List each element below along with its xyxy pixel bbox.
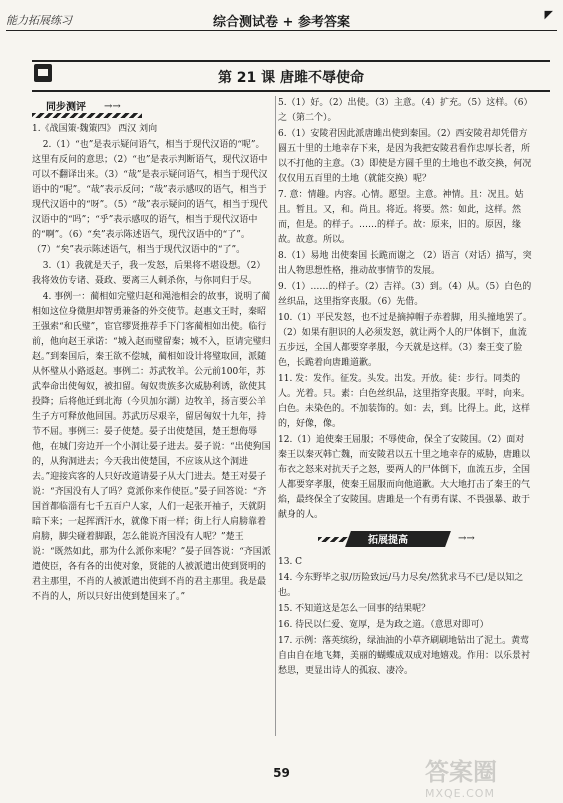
answer-item: 6.（1）安陵君因此派唐雎出使到秦国。（2）西安陵君却凭借方圆五十里的土地幸存下来，是因为我把安陵君看作忠厚长者，所以不打他的主意。（3）即使是方圆千里的土地也不敢交换，何况仅仅用五百里的土地（就能交换）呢？ (278, 129, 532, 184)
watermark-text: 答案圈 (425, 758, 497, 786)
lesson-title: 第 21 课 唐雎不辱使命 (217, 70, 365, 86)
answer-item: 17. 示例：落英缤纷，绿油油的小草齐刷刷地钻出了泥土。黄莺自由自在地飞舞，美丽的蝴蝶成双成对地嬉戏。作用：以乐景衬愁思，更显出诗人的孤寂、凄冷。 (278, 636, 531, 676)
section-extend-label: 拓展提高 (368, 535, 408, 546)
answer-item: 12.（1）追使秦王屈服；不辱使命，保全了安陵国。（2）面对秦王以秦灭韩亡魏，而安陵君以五十里之地幸存的威胁，唐雎以布衣之怒来对抗天子之怒，要两人的尸体倒下，血流五步，全国人都要穿孝服，使秦王屈服而向他道歉。大大地打击了秦王的气焰，最终保全了安陵国。唐雎是一个有勇有谋、不畏强暴、敢于献身的人。 (278, 435, 531, 520)
answer-item: 13. C (278, 557, 303, 567)
corner-arrow-icon: ◤ (544, 8, 553, 21)
right-column (278, 96, 533, 680)
answer-item: 4. 事例一：蔺相如完璧归赵和渑池相会的故事，说明了蔺相如这位身微胆却智勇兼备的外交使节。赵惠文王时，秦昭王强索“和氏璧”，宦官缪贤推荐手下门客蔺相如出使。临行前，他向赵王承诺：“城入赵而璧留秦；城不入，臣请完璧归赵。”到秦国后，秦王欲不偿城，蔺相如设计将璧取回，派随从怀璧从小路返赵。事例二：苏武牧羊。公元前100年，苏武奉命出使匈奴，被扣留。匈奴贵族多次威胁利诱，欲使其投降；后将他迁到北海（今贝加尔湖）边牧羊，扬言要公羊生子方可释放他回国。苏武历尽艰辛，留居匈奴十九年，持节不屈。事例三：晏子使楚。晏子出使楚国，楚王想侮辱他，在城门旁边开一个小洞让晏子进去。晏子说：“出使狗国的，从狗洞进去；今天我出使楚国，不应该从这个洞进去。”迎接宾客的人只好改道请晏子从大门进去。楚王对晏子说：“齐国没有人了吗？竟派你来作使臣。”晏子回答说：“齐国首都临淄有七千五百户人家，人们一起张开袖子，天就阴暗下来；一起挥洒汗水，就像下雨一样；街上行人肩膀靠着肩膀，脚尖碰着脚跟，怎么能说齐国没有人呢？”楚王说：“既然如此，那为什么派你来呢？”晏子回答说：“齐国派遣使臣，各有各的出使对象，贤能的人被派遣出使到贤明的君主那里，不肖的人被派遣出使到不肖的君主那里。我是最不肖的人，所以只好出使到楚国来了。” (32, 292, 271, 602)
page-header (0, 0, 563, 40)
column-divider (275, 96, 276, 736)
answer-item: 7. 意：情趣。内容。心情。愿望。主意。神情。且：况且。姑且。暂且。又，和。尚且。将近。将要。然：如此，这样。然而，但是。的样子。……的样子。故：原来，旧的。原因，缘故。故意。所以。 (278, 190, 524, 245)
page-number: 59 (273, 766, 290, 780)
left-column (32, 96, 272, 606)
answer-item: 10.（1）平民发怒，也不过是摘掉帽子赤着脚，用头撞地罢了。（2）如果有胆识的人必须发怒，就让两个人的尸体倒下，血流五步远，全国人都要穿孝服，今天就是这样。（3）秦王变了脸色，长跪着向唐雎道歉。 (278, 313, 533, 368)
arrow-icon: →→ (104, 101, 121, 112)
section-sync-label: 同步测评 (46, 102, 86, 113)
arrow-icon: →→ (458, 533, 475, 544)
lesson-title-bar (32, 60, 550, 92)
book-icon (34, 64, 52, 82)
answer-item: 9.（1）……的样子。（2）吉祥。（3）到。（4）从。（5）白色的丝织品，这里指穿丧服。（6）先借。 (278, 282, 532, 307)
answer-item: 15. 不知道这是怎么一回事的结果呢？ (278, 604, 431, 614)
answer-item: 16. 待民以仁爱、宽厚，是为政之道。（意思对即可） (278, 620, 489, 630)
answer-item: 1.《战国策·魏策四》 西汉 刘向 (32, 124, 158, 134)
watermark-url: MXQE.COM (425, 787, 495, 800)
answer-item: 2.（1）“也”是表示疑问语气，相当于现代汉语的“呢”。这里有反问的意思；（2）“也”是表示判断语气，现代汉语中可以不翻译出来。（3）“哉”是表示疑问语气，相当于现代汉语中的“呢”。“哉”表示反问；“哉”表示感叹的语气，相当于现代汉语中的“呀”。（5）“哉”表示疑问的语气，相当于现代汉语中的“吗”；“乎”表示感叹的语气，相当于现代汉语中的“啊”。（6）“矣”表示陈述语气，现代汉语中的“了”。（7）“矣”表示陈述语气，相当于现代汉语中的“了”。 (32, 140, 268, 255)
answer-item: 14. 今东野毕之驭/历险致远/马力尽矣/然犹求马不已/是以知之也。 (278, 573, 524, 598)
header-center-title: 综合测试卷 + 参考答案 (213, 15, 350, 30)
section-sync-heading (32, 98, 272, 118)
stripe-decoration (318, 537, 348, 542)
header-left-title: 能力拓展练习 (6, 14, 72, 27)
header-rule (6, 30, 557, 31)
answer-item: 11. 发：发作。征发。头发。出发。开放。徒：步行。同类的人。光着。只。素：白色丝织品，这里指穿丧服。平时，向来。白色。未染色的。不加装饰的。如：去，到。比得上。此，这样的，好像，像。 (278, 374, 531, 429)
watermark-logo (425, 752, 555, 800)
answer-item: 5.（1）好。（2）出使。（3）主意。（4）扩充。（5）这样。（6）之（第二个）。 (278, 98, 533, 123)
answer-item: 3.（1）我就是天子，我一发怒，后果将不堪设想。（2）我将效仿专诸、聂政、要离三人刺杀你，与你同归于尽。 (32, 261, 266, 286)
section-extend-heading (318, 529, 528, 551)
answer-item: 8.（1）易地 出使秦国 长跪而谢之 （2）语言（对话）描写，突出人物思想性格，推动故事情节的发展。 (278, 251, 532, 276)
